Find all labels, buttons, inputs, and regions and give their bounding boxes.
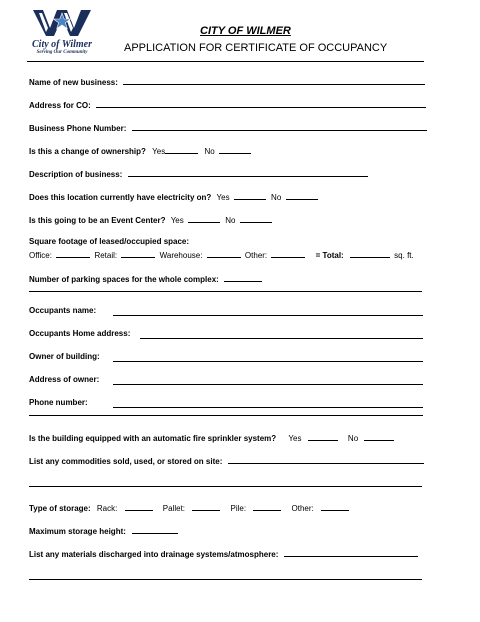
event-center-row [29, 214, 272, 226]
discharge-row [29, 548, 418, 560]
electricity-label: Does this location currently have electricity on? [29, 193, 212, 202]
occupants-address-field[interactable] [140, 338, 423, 339]
occupants-address-row [29, 329, 130, 339]
business-name-field[interactable] [123, 76, 425, 85]
business-name-label: Name of new business: [29, 78, 118, 87]
sprinkler-yes-label: Yes [288, 434, 302, 443]
event-no-field[interactable] [240, 214, 272, 223]
logo-tagline: Serving Our Community [36, 50, 88, 55]
event-yes-field[interactable] [188, 214, 220, 223]
sq-footage-row [29, 237, 189, 247]
max-height-row [29, 525, 178, 537]
sprinkler-label: Is the building equipped with an automatic fire sprinkler system? [29, 434, 277, 443]
phone-label: Phone number: [29, 398, 88, 407]
other-label: Other: [244, 251, 268, 260]
commodities-row [29, 455, 424, 467]
phone-field[interactable] [113, 407, 423, 408]
description-label: Description of business: [29, 170, 123, 179]
ownership-yes-field[interactable] [165, 145, 198, 154]
storage-other-field[interactable] [321, 502, 349, 511]
address-co-row [29, 99, 426, 111]
electricity-no-field[interactable] [286, 191, 318, 200]
ownership-yes-label: Yes [152, 147, 166, 156]
section-divider [29, 415, 423, 416]
sprinkler-yes-field[interactable] [308, 432, 338, 441]
business-phone-row [29, 122, 427, 134]
sprinkler-no-label: No [347, 434, 359, 443]
office-label: Office: [29, 251, 52, 260]
storage-type-label: Type of storage: [29, 504, 91, 513]
change-ownership-row [29, 145, 251, 157]
owner-address-row [29, 375, 99, 385]
warehouse-label: Warehouse: [159, 251, 203, 260]
discharge-field[interactable] [284, 548, 418, 557]
sq-ft-unit: sq. ft. [394, 251, 414, 260]
discharge-extra-line[interactable] [29, 579, 422, 580]
city-title: CITY OF WILMER [200, 25, 291, 37]
business-name-row [29, 76, 425, 88]
sprinkler-no-field[interactable] [364, 432, 394, 441]
warehouse-field[interactable] [207, 249, 241, 258]
occupants-name-field[interactable] [113, 315, 423, 316]
storage-type-row [29, 502, 349, 514]
total-label: = Total: [315, 251, 344, 260]
owner-row [29, 352, 100, 362]
parking-row [29, 273, 262, 285]
pile-field[interactable] [253, 502, 281, 511]
business-phone-label: Business Phone Number: [29, 124, 127, 133]
commodities-extra-line[interactable] [29, 486, 422, 487]
rack-label: Rack: [96, 504, 118, 513]
phone-row [29, 398, 88, 408]
owner-address-field[interactable] [113, 384, 423, 385]
parking-label: Number of parking spaces for the whole complex: [29, 275, 219, 284]
pallet-label: Pallet: [162, 504, 186, 513]
description-row [29, 168, 368, 180]
max-height-label: Maximum storage height: [29, 527, 126, 536]
header-divider [27, 61, 424, 62]
change-ownership-label: Is this a change of ownership? [29, 147, 146, 156]
retail-field[interactable] [121, 249, 155, 258]
sprinkler-row [29, 432, 394, 444]
city-logo [27, 8, 97, 62]
address-co-label: Address for CO: [29, 101, 91, 110]
electricity-row [29, 191, 318, 203]
discharge-label: List any materials discharged into drainage systems/atmosphere: [29, 550, 279, 559]
occupants-address-label: Occupants Home address: [29, 329, 131, 338]
description-field[interactable] [128, 168, 368, 177]
business-phone-field[interactable] [132, 122, 427, 131]
pallet-field[interactable] [192, 502, 220, 511]
address-co-field[interactable] [96, 99, 426, 108]
sq-footage-breakdown-row [29, 249, 414, 261]
owner-label: Owner of building: [29, 352, 100, 361]
sq-footage-label: Square footage of leased/occupied space: [29, 237, 190, 246]
event-center-label: Is this going to be an Event Center? [29, 216, 166, 225]
ownership-no-field[interactable] [219, 145, 251, 154]
office-field[interactable] [56, 249, 90, 258]
parking-field[interactable] [224, 273, 262, 282]
owner-field[interactable] [113, 361, 423, 362]
total-field[interactable] [350, 249, 390, 258]
occupants-name-label: Occupants name: [29, 306, 97, 315]
storage-other-label: Other: [291, 504, 314, 513]
electricity-yes-label: Yes [216, 193, 230, 202]
other-field[interactable] [271, 249, 305, 258]
owner-address-label: Address of owner: [29, 375, 100, 384]
occupants-name-row [29, 306, 96, 316]
electricity-no-label: No [271, 193, 282, 202]
electricity-yes-field[interactable] [234, 191, 266, 200]
event-yes-label: Yes [170, 216, 184, 225]
parking-extra-line[interactable] [29, 291, 422, 292]
retail-label: Retail: [94, 251, 118, 260]
application-title: APPLICATION FOR CERTIFICATE OF OCCUPANCY [124, 42, 388, 54]
wilmer-w-logo-icon [31, 8, 93, 38]
event-no-label: No [225, 216, 236, 225]
pile-label: Pile: [230, 504, 247, 513]
max-height-field[interactable] [132, 525, 178, 534]
rack-field[interactable] [125, 502, 153, 511]
commodities-label: List any commodities sold, used, or stored on site: [29, 457, 223, 466]
logo-name: City of Wilmer [32, 39, 92, 50]
commodities-field[interactable] [228, 455, 424, 464]
ownership-no-label: No [204, 147, 215, 156]
